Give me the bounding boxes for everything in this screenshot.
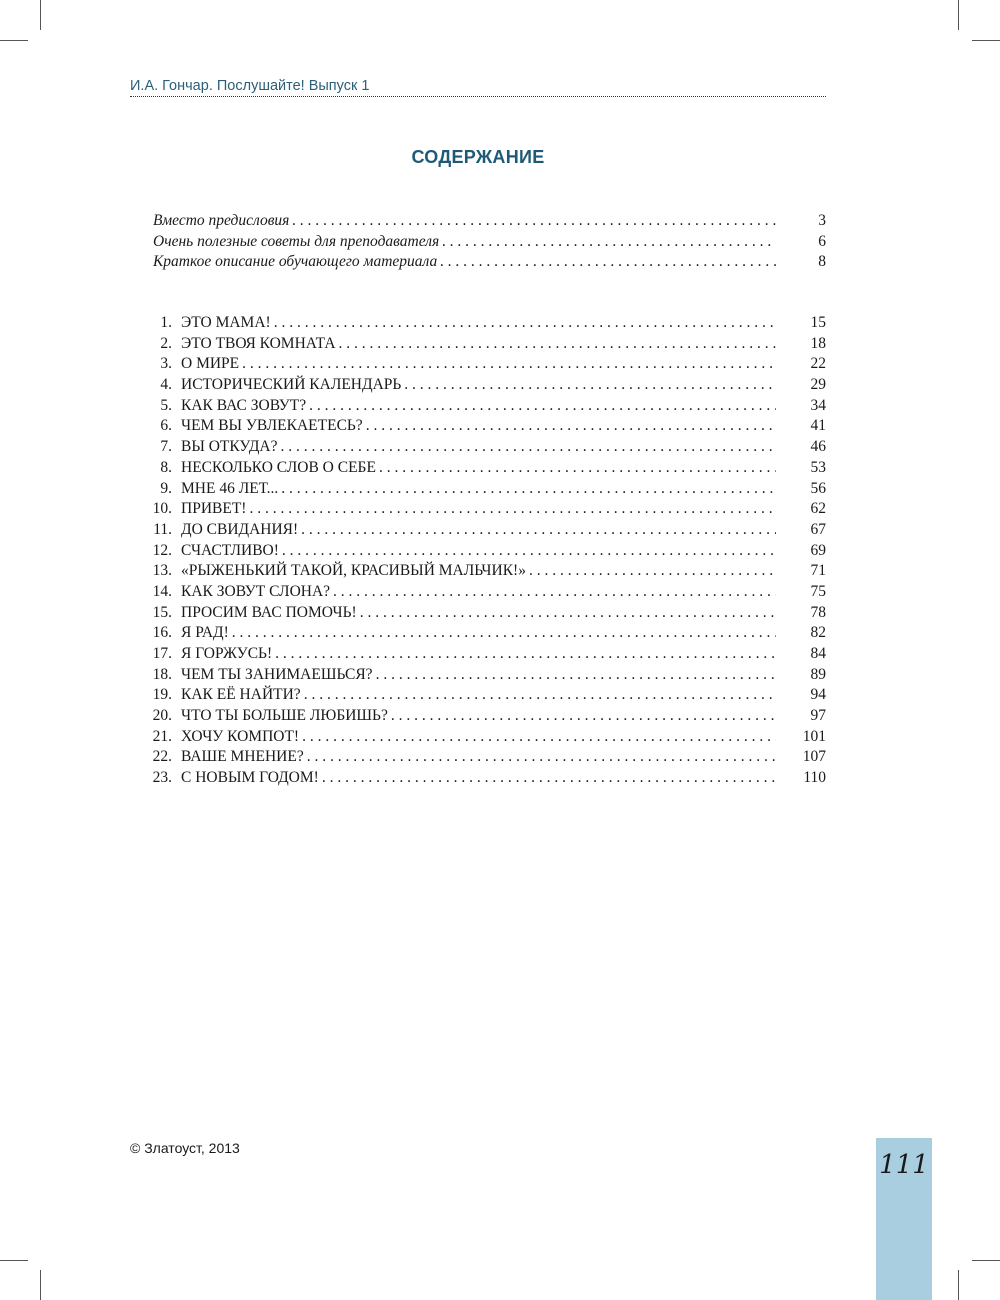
toc-entry-page: 46 <box>810 438 826 456</box>
toc-entry[interactable] <box>148 396 826 417</box>
toc-entry[interactable] <box>148 416 826 437</box>
dot-leader <box>301 685 776 706</box>
toc-entry-number: 9. <box>160 479 172 497</box>
toc-entry-title: Я РАД! <box>181 624 229 642</box>
header-dotted-rule <box>130 96 826 97</box>
toc-entry-page: 56 <box>810 479 826 497</box>
toc-entry-page: 41 <box>810 417 826 435</box>
toc-entry[interactable] <box>148 644 826 665</box>
toc-entry[interactable] <box>148 706 826 727</box>
dot-leader <box>229 623 776 644</box>
toc-entry-page: 8 <box>818 253 826 271</box>
crop-mark-bottom-left <box>40 1270 41 1300</box>
toc-entry-number: 5. <box>160 396 172 414</box>
toc-entry-title: ЭТО ТВОЯ КОМНАТА <box>181 334 336 352</box>
dot-leader <box>277 437 776 458</box>
toc-entry-number: 6. <box>160 417 172 435</box>
toc-entry-number: 4. <box>160 376 172 394</box>
toc-entry-page: 53 <box>810 458 826 476</box>
dot-leader <box>306 396 776 417</box>
toc-entry-number: 11. <box>153 520 172 538</box>
dot-leader <box>271 313 776 334</box>
toc-entry-page: 15 <box>810 314 826 331</box>
dot-leader <box>401 375 776 396</box>
toc-entry-number: 1. <box>160 314 172 331</box>
toc-entry-title: ВЫ ОТКУДА? <box>181 438 278 456</box>
toc-entry-number: 10. <box>152 500 172 518</box>
toc-entry[interactable] <box>148 582 826 603</box>
toc-entry[interactable] <box>148 313 826 334</box>
toc-entry-number: 2. <box>160 334 172 352</box>
toc-entry-number: 14. <box>152 582 172 600</box>
toc-entry-number: 16. <box>152 624 172 642</box>
toc-entry-title: ЧЕМ ТЫ ЗАНИМАЕШЬСЯ? <box>181 665 373 683</box>
running-head: И.А. Гончар. Послушайте! Выпуск 1 <box>130 78 370 94</box>
toc-entry[interactable] <box>148 211 826 232</box>
toc-entry[interactable] <box>148 499 826 520</box>
toc-entry[interactable] <box>148 232 826 253</box>
toc-entry-title: ЧЕМ ВЫ УВЛЕКАЕТЕСЬ? <box>181 417 363 435</box>
toc-entry[interactable] <box>148 727 826 748</box>
toc-entry-page: 110 <box>803 769 826 787</box>
crop-mark-bottom-right <box>958 1270 959 1300</box>
toc-entry-page: 29 <box>810 376 826 394</box>
toc-entry-title: ХОЧУ КОМПОТ! <box>181 727 300 745</box>
toc-entry-page: 101 <box>802 727 826 745</box>
toc-entry-page: 69 <box>810 541 826 559</box>
toc-entry-page: 94 <box>810 686 826 704</box>
crop-mark-top-right-h <box>972 40 1000 41</box>
toc-entry-title: ИСТОРИЧЕСКИЙ КАЛЕНДАРЬ <box>181 376 402 394</box>
dot-leader <box>526 561 776 582</box>
dot-leader <box>246 499 776 520</box>
toc-entry-title: «РЫЖЕНЬКИЙ ТАКОЙ, КРАСИВЫЙ МАЛЬЧИК!» <box>181 562 526 580</box>
toc-entry-number: 20. <box>152 707 172 725</box>
dot-leader <box>376 458 776 479</box>
toc-entry-title: Я ГОРЖУСЬ! <box>181 645 273 662</box>
toc-entry-page: 67 <box>810 520 826 538</box>
toc-entry-title: ЭТО МАМА! <box>181 314 271 331</box>
dot-leader <box>304 747 776 768</box>
page-number: 111 <box>879 1150 929 1180</box>
toc-entry-page: 107 <box>802 748 826 766</box>
crop-mark-top-left <box>40 0 41 30</box>
dot-leader <box>373 665 776 686</box>
toc-entry[interactable] <box>148 768 826 789</box>
toc-entry[interactable] <box>148 623 826 644</box>
dot-leader <box>279 541 776 562</box>
toc-entry-number: 8. <box>160 458 172 476</box>
toc-entry-number: 12. <box>152 541 172 559</box>
toc-entry-title: КАК ЕЁ НАЙТИ? <box>181 686 301 704</box>
dot-leader <box>439 232 776 253</box>
toc-entry-title: Краткое описание обучающего материала <box>153 253 438 271</box>
dot-leader <box>388 706 776 727</box>
toc-entry-page: 18 <box>810 334 826 352</box>
dot-leader <box>330 582 776 603</box>
toc-entry-title: ДО СВИДАНИЯ! <box>181 520 299 538</box>
toc-entry[interactable] <box>148 375 826 396</box>
toc-entry-page: 22 <box>810 355 826 373</box>
toc-entry[interactable] <box>148 665 826 686</box>
dot-leader <box>336 334 776 355</box>
crop-mark-top-right <box>958 0 959 30</box>
copyright: © Златоуст, 2013 <box>130 1140 240 1156</box>
crop-mark-top-left-h <box>0 40 28 41</box>
toc-entry-page: 34 <box>810 396 826 414</box>
toc-entry[interactable] <box>148 334 826 355</box>
toc-entry-page: 84 <box>810 645 826 662</box>
toc-entry-number: 17. <box>152 645 172 662</box>
toc-entry-number: 13. <box>152 562 172 580</box>
toc-entry-number: 22. <box>152 748 172 766</box>
toc-entry-title: С НОВЫМ ГОДОМ! <box>181 769 319 787</box>
toc-entry-number: 3. <box>160 355 172 373</box>
toc-entry-title: КАК ЗОВУТ СЛОНА? <box>181 582 331 600</box>
toc-entry-page: 97 <box>810 707 826 725</box>
toc-entry-page: 89 <box>810 665 826 683</box>
crop-mark-bottom-left-h <box>0 1260 28 1261</box>
toc-entry-page: 71 <box>810 562 826 580</box>
toc-entry-number: 23. <box>152 769 172 787</box>
toc-entry[interactable] <box>148 541 826 562</box>
toc-entry-title: Вместо предисловия <box>153 212 290 229</box>
toc-intro-list <box>148 211 826 273</box>
toc-entry-number: 18. <box>152 665 172 683</box>
toc-entry-page: 6 <box>818 232 826 250</box>
toc-entry-title: О МИРЕ <box>181 355 240 373</box>
toc-entry[interactable] <box>148 479 826 500</box>
dot-leader <box>437 252 776 273</box>
toc-entry-page: 62 <box>810 500 826 518</box>
toc-entry-title: ВАШЕ МНЕНИЕ? <box>181 748 304 766</box>
toc-entry-page: 3 <box>818 212 826 229</box>
toc-entry-number: 7. <box>160 438 172 456</box>
toc-entry[interactable] <box>148 252 826 273</box>
dot-leader <box>272 644 776 665</box>
toc-entry-number: 21. <box>152 727 172 745</box>
toc-entry-title: НЕСКОЛЬКО СЛОВ О СЕБЕ <box>181 458 376 476</box>
dot-leader <box>357 603 776 624</box>
toc-entry-page: 75 <box>810 582 826 600</box>
toc-entry-page: 82 <box>810 624 826 642</box>
dot-leader <box>299 727 776 748</box>
toc-entry[interactable] <box>148 437 826 458</box>
toc-entry-title: ПРИВЕТ! <box>181 500 247 518</box>
toc-entry[interactable] <box>148 458 826 479</box>
toc-entry-page: 78 <box>810 603 826 621</box>
dot-leader <box>278 479 776 500</box>
toc-entry[interactable] <box>148 685 826 706</box>
dot-leader <box>363 416 776 437</box>
dot-leader <box>319 768 776 789</box>
dot-leader <box>298 520 776 541</box>
crop-mark-bottom-right-h <box>972 1260 1000 1261</box>
toc-entry-title: МНЕ 46 ЛЕТ... <box>181 479 279 497</box>
toc-entry-title: КАК ВАС ЗОВУТ? <box>181 396 307 414</box>
toc-entry[interactable] <box>148 354 826 375</box>
toc-entry-title: СЧАСТЛИВО! <box>181 541 279 559</box>
toc-lessons-list <box>148 313 826 789</box>
toc-entry[interactable] <box>148 603 826 624</box>
toc-entry[interactable] <box>148 747 826 768</box>
toc-entry[interactable] <box>148 561 826 582</box>
toc-entry-title: ПРОСИМ ВАС ПОМОЧЬ! <box>181 603 357 621</box>
toc-entry-title: Очень полезные советы для преподавателя <box>153 232 440 250</box>
dot-leader <box>239 354 776 375</box>
toc-entry-number: 19. <box>152 686 172 704</box>
toc-entry[interactable] <box>148 520 826 541</box>
toc-title: СОДЕРЖАНИЕ <box>411 147 545 167</box>
toc-entry-number: 15. <box>152 603 172 621</box>
dot-leader <box>289 211 776 232</box>
toc-entry-title: ЧТО ТЫ БОЛЬШЕ ЛЮБИШЬ? <box>181 707 388 725</box>
